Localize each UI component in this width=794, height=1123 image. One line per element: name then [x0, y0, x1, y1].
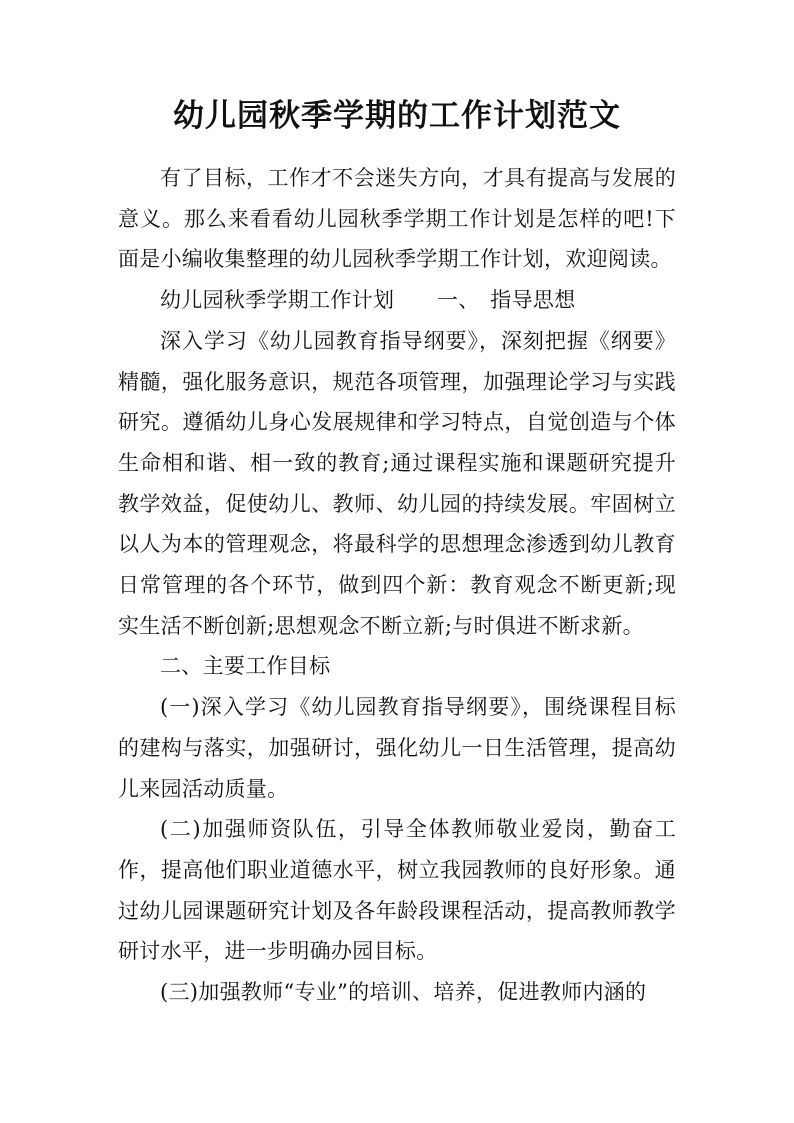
goal-item-3: (三)加强教师“专业”的培训、培养，促进教师内涵的 [160, 980, 647, 1005]
goal-item-1: (一)深入学习《幼儿园教育指导纲要》，围绕课程目标的建构与落实，加强研讨，强化幼儿一日生活管理，提高幼儿来园活动质量。 [118, 695, 676, 801]
goal-item-2: (二)加强师资队伍，引导全体教师敬业爱岗，勤奋工作，提高他们职业道德水平，树立我园教师的良好形象。通过幼儿园课题研究计划及各年龄段课程活动，提高教师教学研讨水平，进一步明确办园目标。 [118, 817, 676, 964]
intro-paragraph: 有了目标，工作才不会迷失方向，才具有提高与发展的意义。那么来看看幼儿园秋季学期工作计划是怎样的吧!下面是小编收集整理的幼儿园秋季学期工作计划，欢迎阅读。 [118, 166, 676, 272]
document-title: 幼儿园秋季学期的工作计划范文 [173, 98, 621, 134]
section-heading-main-goals: 二、主要工作目标 [160, 654, 331, 679]
guiding-ideology-paragraph: 深入学习《幼儿园教育指导纲要》，深刻把握《纲要》精髓，强化服务意识，规范各项管理，加强理论学习与实践研究。遵循幼儿身心发展规律和学习特点，自觉创造与个体生命相和谐、相一致的教育;通过课程实施和课题研究提升教学效益，促使幼儿、教师、幼儿园的持续发展。牢固树立以人为本的管理观念，将最科学的思想理念渗透到幼儿教育日常管理的各个环节，做到四个新：教育观念不断更新;现实生活不断创新;思想观念不断立新;与时俱进不断求新。 [118, 328, 676, 638]
section-heading-guiding-ideology: 幼儿园秋季学期工作计划 一、 指导思想 [160, 288, 576, 313]
